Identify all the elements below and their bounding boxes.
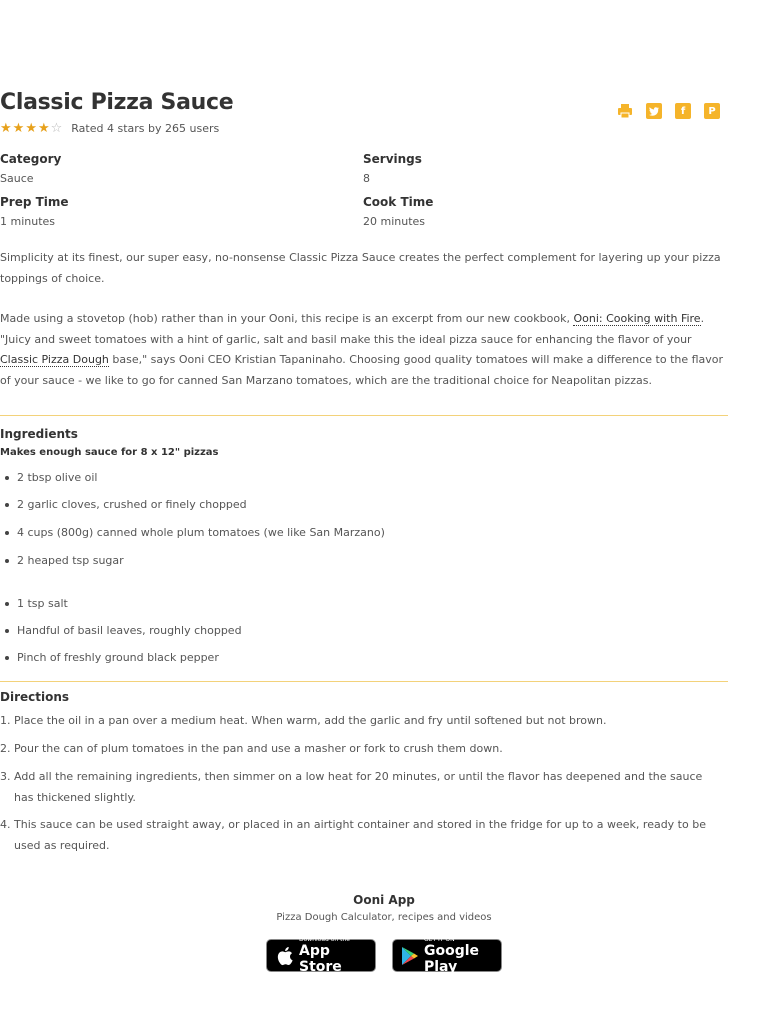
step-text: This sauce can be used straight away, or placed in an airtight container and stored in the fridge for up to a week, ready to be used as required. xyxy=(14,818,706,852)
ingredient-item xyxy=(0,526,385,539)
ingredient-item xyxy=(0,651,219,664)
step-number: 2. xyxy=(0,742,11,755)
divider xyxy=(0,681,728,682)
step-number: 4. xyxy=(0,818,11,831)
rating-row xyxy=(0,122,219,135)
star-icon: ★ xyxy=(37,121,50,136)
directions-heading: Directions xyxy=(0,690,70,704)
ingredient-item xyxy=(0,597,68,610)
page-title: Classic Pizza Sauce xyxy=(0,90,234,115)
bullet-icon xyxy=(5,629,9,633)
ingredient-text: 2 tbsp olive oil xyxy=(17,471,98,484)
ingredient-text: 2 garlic cloves, crushed or finely chopped xyxy=(17,498,247,511)
description-text: . "Juicy and sweet tomatoes with a hint of garlic, salt and basil make this the ideal pizza sauce for enhancing the flavor of your xyxy=(0,312,705,346)
step-text: Pour the can of plum tomatoes in the pan and use a masher or fork to crush them down. xyxy=(14,742,503,755)
google-play-big-text: Google Play xyxy=(424,943,480,975)
google-play-small-text: GET IT ON xyxy=(424,936,455,943)
step-number: 1. xyxy=(0,714,11,727)
ingredient-text: 2 heaped tsp sugar xyxy=(17,554,124,567)
rating-text: Rated 4 stars by 265 users xyxy=(71,122,220,135)
bullet-icon xyxy=(5,503,9,507)
step-text: Place the oil in a pan over a medium heat. When warm, add the garlic and fry until softened but not brown. xyxy=(14,714,607,727)
app-promo-subtitle: Pizza Dough Calculator, recipes and videos xyxy=(276,912,492,923)
step-text: Add all the remaining ingredients, then simmer on a low heat for 20 minutes, or until the flavor has deepened and the sauce has thickened slightly. xyxy=(14,770,703,804)
category-value: Sauce xyxy=(0,172,34,185)
apple-icon xyxy=(276,946,293,966)
cook-time-label: Cook Time xyxy=(363,195,434,209)
pinterest-icon[interactable]: P xyxy=(704,103,720,119)
bullet-icon xyxy=(5,531,9,535)
app-store-big-text: App Store xyxy=(299,943,342,975)
prep-time-value: 1 minutes xyxy=(0,215,56,228)
share-bar xyxy=(617,103,720,119)
direction-step xyxy=(0,739,720,760)
category-label: Category xyxy=(0,152,62,166)
app-store-text xyxy=(299,936,375,975)
description-paragraph xyxy=(0,309,725,391)
prep-time-label: Prep Time xyxy=(0,195,69,209)
servings-label: Servings xyxy=(363,152,422,166)
facebook-icon[interactable]: f xyxy=(675,103,691,119)
star-icon: ★ xyxy=(0,121,12,136)
cook-time-value: 20 minutes xyxy=(363,215,426,228)
bullet-icon xyxy=(5,559,9,563)
ingredient-text: 4 cups (800g) canned whole plum tomatoes (we like San Marzano) xyxy=(17,526,385,539)
description-text: Made using a stovetop (hob) rather than in your Ooni, this recipe is an excerpt from our new cookbook, xyxy=(0,312,574,325)
star-icon: ★ xyxy=(25,121,37,136)
cookbook-link[interactable]: Ooni: Cooking with Fire xyxy=(573,312,701,325)
servings-value: 8 xyxy=(363,172,370,185)
pizza-dough-link[interactable]: Classic Pizza Dough xyxy=(0,353,109,366)
ingredient-text: Pinch of freshly ground black pepper xyxy=(17,651,219,664)
twitter-icon[interactable] xyxy=(646,103,662,119)
ingredient-text: Handful of basil leaves, roughly chopped xyxy=(17,624,242,637)
google-play-button[interactable] xyxy=(392,936,502,975)
direction-step xyxy=(0,767,720,808)
app-promo-title: Ooni App xyxy=(353,893,415,907)
ingredients-subheading: Makes enough sauce for 8 x 12" pizzas xyxy=(0,447,219,458)
ingredient-item xyxy=(0,624,242,637)
ingredient-item xyxy=(0,554,124,567)
star-icon: ★ xyxy=(12,121,25,136)
direction-step xyxy=(0,815,720,856)
description-text: base," says Ooni CEO Kristian Tapaninaho. Choosing good quality tomatoes will make a difference to the flavor of your sauce - we like to go for canned San Marzano tomatoes, which are the traditional choice for Neapolitan pizzas. xyxy=(0,353,724,387)
app-store-button[interactable] xyxy=(266,936,376,975)
divider xyxy=(0,415,728,416)
star-rating[interactable] xyxy=(0,122,63,135)
app-store-small-text: Download on the xyxy=(299,936,350,943)
bullet-icon xyxy=(5,476,9,480)
star-empty-icon: ☆ xyxy=(50,121,63,136)
intro-paragraph: Simplicity at its finest, our super easy, no-nonsense Classic Pizza Sauce creates the perfect complement for layering up your pizza toppings of choice. xyxy=(0,251,721,285)
direction-step xyxy=(0,711,720,732)
ingredients-heading: Ingredients xyxy=(0,427,78,441)
bullet-icon xyxy=(5,602,9,606)
print-icon[interactable] xyxy=(617,103,633,119)
google-play-icon xyxy=(401,946,419,966)
ingredient-text: 1 tsp salt xyxy=(17,597,68,610)
ingredient-item xyxy=(0,471,97,484)
step-number: 3. xyxy=(0,770,11,783)
ingredient-item xyxy=(0,498,247,511)
bullet-icon xyxy=(5,656,9,660)
google-play-text xyxy=(424,936,501,975)
